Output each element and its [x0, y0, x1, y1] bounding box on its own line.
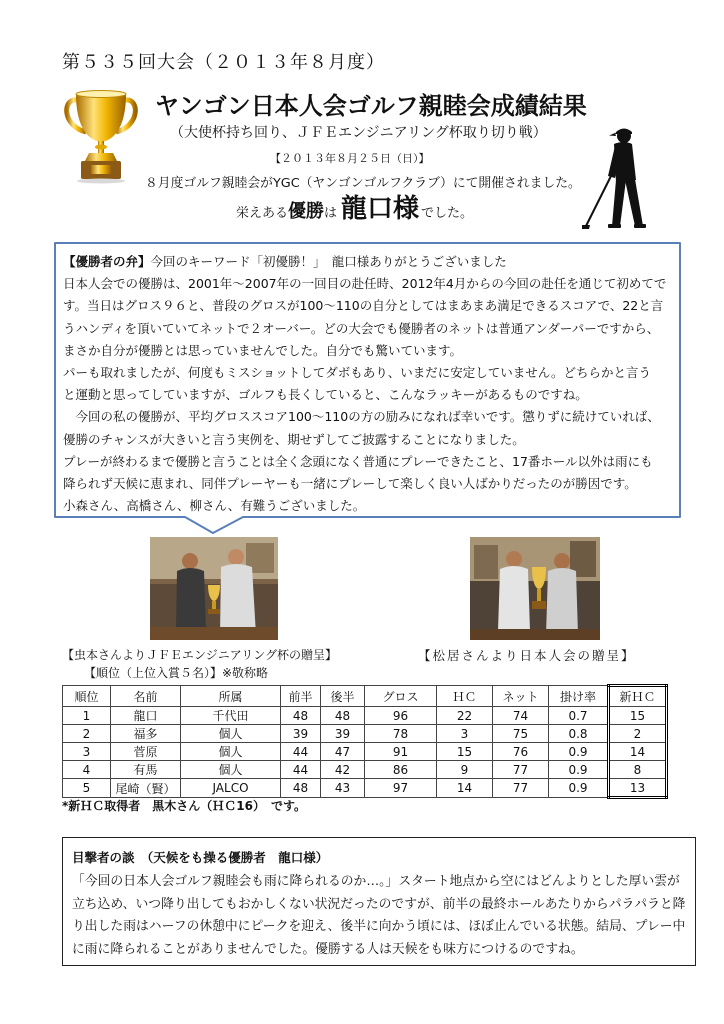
cell-net: 77: [493, 779, 549, 798]
cell-handicap-rate: 0.9: [549, 743, 609, 761]
new-hc-note: *新ＨＣ取得者 黒木さん（ＨＣ16） です。: [62, 799, 307, 813]
cell-back-half: 42: [321, 761, 365, 779]
ranking-heading: 【順位（上位入賞５名）】※敬称略: [84, 666, 269, 680]
cell-front-half: 48: [281, 779, 321, 798]
column-header-rank: 順位: [63, 686, 111, 707]
trophy-icon: [60, 86, 142, 184]
speech-line: まさか自分が優勝とは思っていませんでした。自分でも驚いています。: [63, 342, 463, 358]
cell-hc: 22: [437, 707, 493, 725]
witness-line: 立ち込め、いつ降り出してもおかしくない状況だったのですが、前半の最終ホールあたりからパラパラと降: [72, 896, 686, 912]
cell-net: 75: [493, 725, 549, 743]
speech-line: す。当日はグロス９６と、普段のグロスが100～110の自分としてはまあまあ満足できるスコアで、22と言: [63, 298, 664, 314]
witness-line: り出した雨はハーフの休憩中にピークを迎え、後半に向かう頃には、ほぼ止んでいる状態。結局、プレー中: [72, 919, 686, 934]
cell-hc: 14: [437, 779, 493, 798]
cell-affiliation: 千代田: [181, 707, 281, 725]
column-header-name: 名前: [111, 686, 181, 707]
witness-box: [62, 837, 696, 966]
cell-front-half: 44: [281, 761, 321, 779]
column-header-back-half: 後半: [321, 686, 365, 707]
speech-line: 優勝のチャンスが大きいと言う実例を、期せずしてご披露することになりました。: [63, 431, 525, 447]
cell-back-half: 43: [321, 779, 365, 798]
cell-hc: 9: [437, 761, 493, 779]
witness-line: 「今回の日本人会ゴルフ親睦会も雨に降られるのか…。」スタート地点から空にはどんよりとした厚い雲が: [72, 874, 680, 889]
cell-net: 76: [493, 743, 549, 761]
cell-rank: 5: [63, 779, 111, 798]
cell-affiliation: 個人: [181, 725, 281, 743]
cell-new-hc: 15: [609, 707, 667, 725]
photo-caption-left: 【虫本さんよりＪＦＥエンジニアリング杯の贈呈】: [62, 648, 337, 662]
cell-front-half: 48: [281, 707, 321, 725]
ranking-table: [62, 684, 668, 799]
speech-line: うハンディを頂いていてネットで２オーバー。どの大会でも優勝者のネットは普通アンダーパーですから、: [63, 320, 660, 336]
ranking-header-row: [63, 686, 667, 707]
cell-front-half: 44: [281, 743, 321, 761]
winner-speech: [63, 251, 677, 517]
winner-suffix: でした。: [421, 206, 474, 221]
witness-line: に雨に降られることがありませんでした。優勝する人は天候をも味方につけるのですね。: [72, 941, 584, 957]
event-number: 第５３５回大会（２０１３年８月度）: [62, 52, 385, 73]
cell-name: 尾崎（賢）: [111, 779, 181, 798]
cell-rank: 1: [63, 707, 111, 725]
winner-particle: は: [324, 206, 338, 221]
ranking-row: [63, 707, 667, 725]
speech-line: プレーが終わるまで優勝と言うことは全く念頭になく普通にプレーできたこと、17番ホール以外は雨にも: [63, 453, 653, 469]
cell-rank: 4: [63, 761, 111, 779]
cell-affiliation: 個人: [181, 743, 281, 761]
cell-back-half: 48: [321, 707, 365, 725]
cell-new-hc: 8: [609, 761, 667, 779]
cell-hc: 3: [437, 725, 493, 743]
ranking-row: [63, 725, 667, 743]
ranking-row: [63, 743, 667, 761]
ranking-row: [63, 779, 667, 798]
winner-prefix: 栄えある: [236, 206, 289, 221]
column-header-gross: グロス: [365, 686, 437, 707]
witness-heading: 目撃者の談 （天候をも操る優勝者 龍口様）: [72, 850, 329, 865]
venue-line: ８月度ゴルフ親睦会がYGC（ヤンゴンゴルフクラブ）にて開催されました。: [145, 176, 581, 191]
column-header-front-half: 前半: [281, 686, 321, 707]
cell-new-hc: 13: [609, 779, 667, 798]
speech-line: 降られず天候に恵まれ、同伴プレーヤーも一緒にプレーして楽しく良い人ばかりだったのが勝因です。: [63, 476, 637, 492]
photo-caption-right: 【松居さんより日本人会の贈呈】: [418, 648, 636, 663]
cell-new-hc: 14: [609, 743, 667, 761]
cell-net: 74: [493, 707, 549, 725]
column-header-affiliation: 所属: [181, 686, 281, 707]
award-photo-jfe-cup: [150, 537, 278, 640]
event-date: 【２０１３年８月２５日（日）】: [270, 152, 430, 165]
cell-handicap-rate: 0.9: [549, 779, 609, 798]
winner-win-word: 優勝: [288, 201, 325, 222]
golfer-silhouette-icon: [570, 122, 662, 232]
cell-back-half: 39: [321, 725, 365, 743]
winner-name: 龍口様: [341, 194, 420, 224]
speech-body: [63, 273, 677, 517]
cell-handicap-rate: 0.9: [549, 761, 609, 779]
cell-rank: 2: [63, 725, 111, 743]
speech-heading: 【優勝者の弁】: [63, 254, 151, 269]
ranking-row: [63, 761, 667, 779]
column-header-hc: ＨＣ: [437, 686, 493, 707]
witness-body: [72, 871, 685, 961]
speech-line: 今回の私の優勝が、平均グロススコア100～110の方の励みになれば幸いです。懲りずに続けていれば、: [63, 409, 660, 425]
cell-name: 有馬: [111, 761, 181, 779]
cell-name: 福多: [111, 725, 181, 743]
cell-back-half: 47: [321, 743, 365, 761]
cell-affiliation: JALCO: [181, 779, 281, 798]
cell-handicap-rate: 0.8: [549, 725, 609, 743]
speech-line: パーも取れましたが、何度もミスショットしてダボもあり、いまだに安定していません。どちらかと言う: [63, 365, 652, 381]
cell-rank: 3: [63, 743, 111, 761]
ranking-table-body: [63, 707, 667, 798]
speech-line: と運動と思ってしていますが、ゴルフも長くしていると、こんなラッキーがあるものですね。: [63, 387, 588, 403]
column-header-new-hc: 新ＨＣ: [609, 686, 667, 707]
cell-gross: 78: [365, 725, 437, 743]
column-header-net: ネット: [493, 686, 549, 707]
page-subtitle: （大使杯持ち回り、ＪＦＥエンジニアリング杯取り切り戦）: [170, 125, 547, 141]
cell-gross: 97: [365, 779, 437, 798]
cell-gross: 86: [365, 761, 437, 779]
cell-net: 77: [493, 761, 549, 779]
cell-gross: 96: [365, 707, 437, 725]
award-photo-association-cup: [470, 537, 600, 640]
speech-line: 小森さん、高橋さん、柳さん、有難うございました。: [63, 498, 366, 514]
winner-announcement: [236, 188, 473, 225]
cell-hc: 15: [437, 743, 493, 761]
page-title: ヤンゴン日本人会ゴルフ親睦会成績結果: [155, 92, 587, 120]
speech-intro: 今回のキーワード「初優勝！」 龍口様ありがとうございました: [150, 254, 507, 269]
ranking-table-header: [63, 686, 667, 707]
cell-front-half: 39: [281, 725, 321, 743]
speech-line: 日本人会での優勝は、2001年～2007年の一回目の赴任時、2012年4月からの今回の赴任を通じて初めてで: [63, 276, 667, 292]
speech-heading-line: [63, 251, 677, 273]
cell-new-hc: 2: [609, 725, 667, 743]
cell-name: 菅原: [111, 743, 181, 761]
cell-name: 龍口: [111, 707, 181, 725]
cell-affiliation: 個人: [181, 761, 281, 779]
cell-handicap-rate: 0.7: [549, 707, 609, 725]
column-header-handicap-rate: 掛け率: [549, 686, 609, 707]
cell-gross: 91: [365, 743, 437, 761]
